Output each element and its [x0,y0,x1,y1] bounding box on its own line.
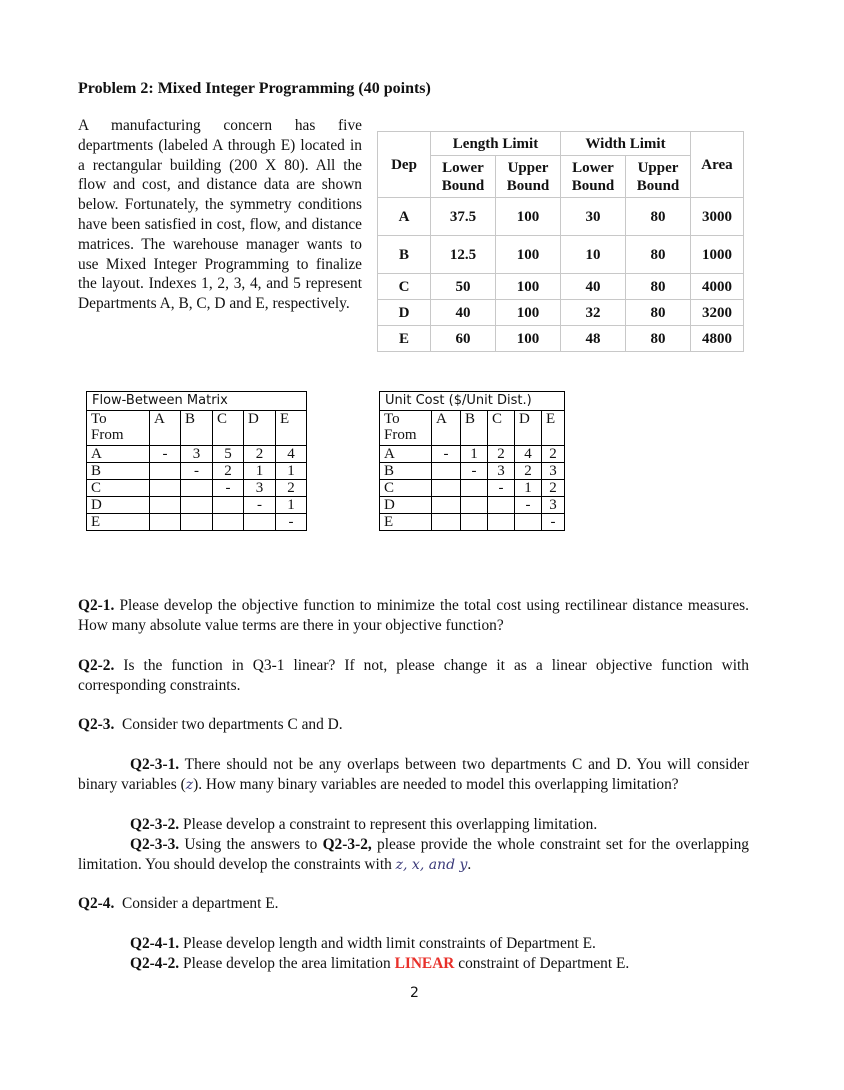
cell: 2 [542,446,565,463]
len-ub-cell: 100 [496,274,561,300]
cell: - [432,446,461,463]
q2-4-label: Q2-4. [78,895,115,912]
cost-matrix-caption: Unit Cost ($/Unit Dist.) [380,392,565,411]
table-row [380,480,565,497]
cell: - [150,446,181,463]
q2-1-text: Please develop the objective function to minimize the total cost using rectilinear distance measures. How many absolute value terms are there in your objective function? [78,597,749,634]
row-label: D [380,497,432,514]
cell [488,514,515,531]
area-cell: 4000 [691,274,744,300]
cell: 3 [244,480,276,497]
math-z: z [185,777,194,793]
cell: 1 [244,463,276,480]
row-label: C [87,480,150,497]
question-q2-4-1 [78,934,749,954]
col-header: A [432,411,461,446]
dep-cell: A [378,198,431,236]
question-q2-3 [78,715,749,735]
math-zxy: z, x, and y [395,857,468,873]
table-row [87,514,307,531]
cell [461,480,488,497]
cell: 3 [488,463,515,480]
table-row [378,300,744,326]
q2-3-1-label: Q2-3-1. [130,756,180,773]
question-q2-1 [78,596,749,636]
q2-4-text: Consider a department E. [114,895,279,912]
to-label: To [384,411,400,427]
q2-2-text: Is the function in Q3-1 linear? If not, please change it as a linear objective function with corresponding constraints. [78,657,749,694]
cell: 1 [276,463,307,480]
cell: 4 [276,446,307,463]
row-label: B [380,463,432,480]
col-header: D [244,411,276,446]
cell: 3 [542,497,565,514]
col-header: E [276,411,307,446]
cell: 1 [515,480,542,497]
wid-lb-cell: 10 [561,236,626,274]
q2-3-1-text-end: ). How many binary variables are needed to model this overlapping limitation? [193,776,679,793]
header-area: Area [691,132,744,198]
intro-paragraph: A manufacturing concern has five departments (labeled A through E) located in a rectangular building (200 X 80). All the flow and cost, and distance data are shown below. Fortunately, the symmetry conditions have been satisfied in cost, flow, and distance matrices. The warehouse manager wants to use Mixed Integer Programming to finalize the layout. Indexes 1, 2, 3, 4, and 5 represent Departments A, B, C, D and E, respectively. [78,117,362,313]
cell: 2 [213,463,244,480]
question-q2-4-2 [78,954,749,974]
question-q2-3-2 [78,815,749,835]
area-cell: 4800 [691,326,744,352]
cell: - [488,480,515,497]
linear-emphasis: LINEAR [394,955,455,972]
row-label: A [87,446,150,463]
table-row [87,446,307,463]
unit-cost-matrix [379,391,565,531]
col-header: B [181,411,213,446]
header-dep: Dep [378,132,431,198]
cell [213,497,244,514]
cell: - [276,514,307,531]
cell: - [244,497,276,514]
cell: 1 [461,446,488,463]
row-label: A [380,446,432,463]
table-row [378,198,744,236]
cell: 2 [488,446,515,463]
problem-title: Problem 2: Mixed Integer Programming (40 points) [78,80,431,97]
cell: 2 [276,480,307,497]
area-cell: 3200 [691,300,744,326]
wid-lb-cell: 32 [561,300,626,326]
len-ub-cell: 100 [496,236,561,274]
cell: 2 [244,446,276,463]
q2-3-label: Q2-3. [78,716,115,733]
header-length-upper: Upper Bound [496,156,561,198]
len-lb-cell: 60 [431,326,496,352]
row-label: E [87,514,150,531]
q2-4-2-text: Please develop the area limitation [179,955,395,972]
table-row [378,236,744,274]
wid-ub-cell: 80 [626,274,691,300]
row-label: B [87,463,150,480]
cell [461,497,488,514]
wid-ub-cell: 80 [626,300,691,326]
cell: - [181,463,213,480]
table-row [87,497,307,514]
q2-2-label: Q2-2. [78,657,115,674]
cell [181,514,213,531]
cell: - [515,497,542,514]
q2-3-3-ref: Q2-3-2, [322,836,372,853]
header-width-lower: Lower Bound [561,156,626,198]
cell: 4 [515,446,542,463]
table-row [380,446,565,463]
len-ub-cell: 100 [496,326,561,352]
from-label: From [91,427,124,443]
dep-cell: C [378,274,431,300]
table-row [87,480,307,497]
col-header: C [213,411,244,446]
q2-3-1-text: There should not be any overlaps between two departments C and D. You will consider binary variables ( [78,756,749,793]
cell: 5 [213,446,244,463]
table-row [87,463,307,480]
cell: 2 [515,463,542,480]
cell [150,463,181,480]
q2-3-3-end: . [467,856,472,873]
q2-4-2-label: Q2-4-2. [130,955,180,972]
wid-ub-cell: 80 [626,326,691,352]
cell [432,497,461,514]
cell: 3 [181,446,213,463]
cell [432,463,461,480]
col-header: B [461,411,488,446]
col-header: D [515,411,542,446]
table-row [380,497,565,514]
cell [181,480,213,497]
cell: - [213,480,244,497]
question-q2-4 [78,894,749,914]
len-lb-cell: 37.5 [431,198,496,236]
q2-3-text: Consider two departments C and D. [114,716,343,733]
len-ub-cell: 100 [496,300,561,326]
q2-3-3-text: Using the answers to [179,836,323,853]
header-length-lower: Lower Bound [431,156,496,198]
col-header: E [542,411,565,446]
cell [150,497,181,514]
question-q2-2 [78,656,749,696]
cell: - [542,514,565,531]
cell [150,480,181,497]
table-row [380,463,565,480]
q2-3-3-text-2: please provide the whole constraint set for the overlapping limitation. You should develop the constraints with [78,836,749,873]
cell [432,514,461,531]
area-cell: 1000 [691,236,744,274]
wid-lb-cell: 40 [561,274,626,300]
table-row [378,274,744,300]
row-label: E [380,514,432,531]
flow-matrix-caption: Flow-Between Matrix [87,392,307,411]
q2-4-1-text: Please develop length and width limit constraints of Department E. [179,935,596,952]
cell [488,497,515,514]
cell [432,480,461,497]
wid-lb-cell: 30 [561,198,626,236]
row-label: C [380,480,432,497]
cell [150,514,181,531]
header-width-upper: Upper Bound [626,156,691,198]
header-width-limit: Width Limit [561,132,691,156]
row-label: D [87,497,150,514]
cell: - [461,463,488,480]
page-number: 2 [410,985,419,1001]
to-label: To [91,411,107,427]
cell: 3 [542,463,565,480]
cell [213,514,244,531]
len-ub-cell: 100 [496,198,561,236]
q2-3-2-label: Q2-3-2. [130,816,180,833]
table-row [380,514,565,531]
flow-between-matrix [86,391,307,531]
q2-3-3-label: Q2-3-3. [130,836,180,853]
header-length-limit: Length Limit [431,132,561,156]
col-header: A [150,411,181,446]
cell: 2 [542,480,565,497]
col-header: C [488,411,515,446]
wid-lb-cell: 48 [561,326,626,352]
to-from-label [380,411,432,446]
q2-1-label: Q2-1. [78,597,115,614]
dep-cell: E [378,326,431,352]
len-lb-cell: 50 [431,274,496,300]
area-cell: 3000 [691,198,744,236]
len-lb-cell: 40 [431,300,496,326]
wid-ub-cell: 80 [626,236,691,274]
cell [244,514,276,531]
len-lb-cell: 12.5 [431,236,496,274]
cell [181,497,213,514]
q2-4-2-text-end: constraint of Department E. [454,955,630,972]
dep-cell: B [378,236,431,274]
q2-3-2-text: Please develop a constraint to represent this overlapping limitation. [179,816,598,833]
from-label: From [384,427,417,443]
cell [515,514,542,531]
cell [461,514,488,531]
table-row [378,326,744,352]
q2-4-1-label: Q2-4-1. [130,935,180,952]
wid-ub-cell: 80 [626,198,691,236]
department-limits-table [377,131,744,352]
question-q2-3-3 [78,835,749,875]
question-q2-3-1 [78,755,749,795]
cell: 1 [276,497,307,514]
to-from-label [87,411,150,446]
dep-cell: D [378,300,431,326]
